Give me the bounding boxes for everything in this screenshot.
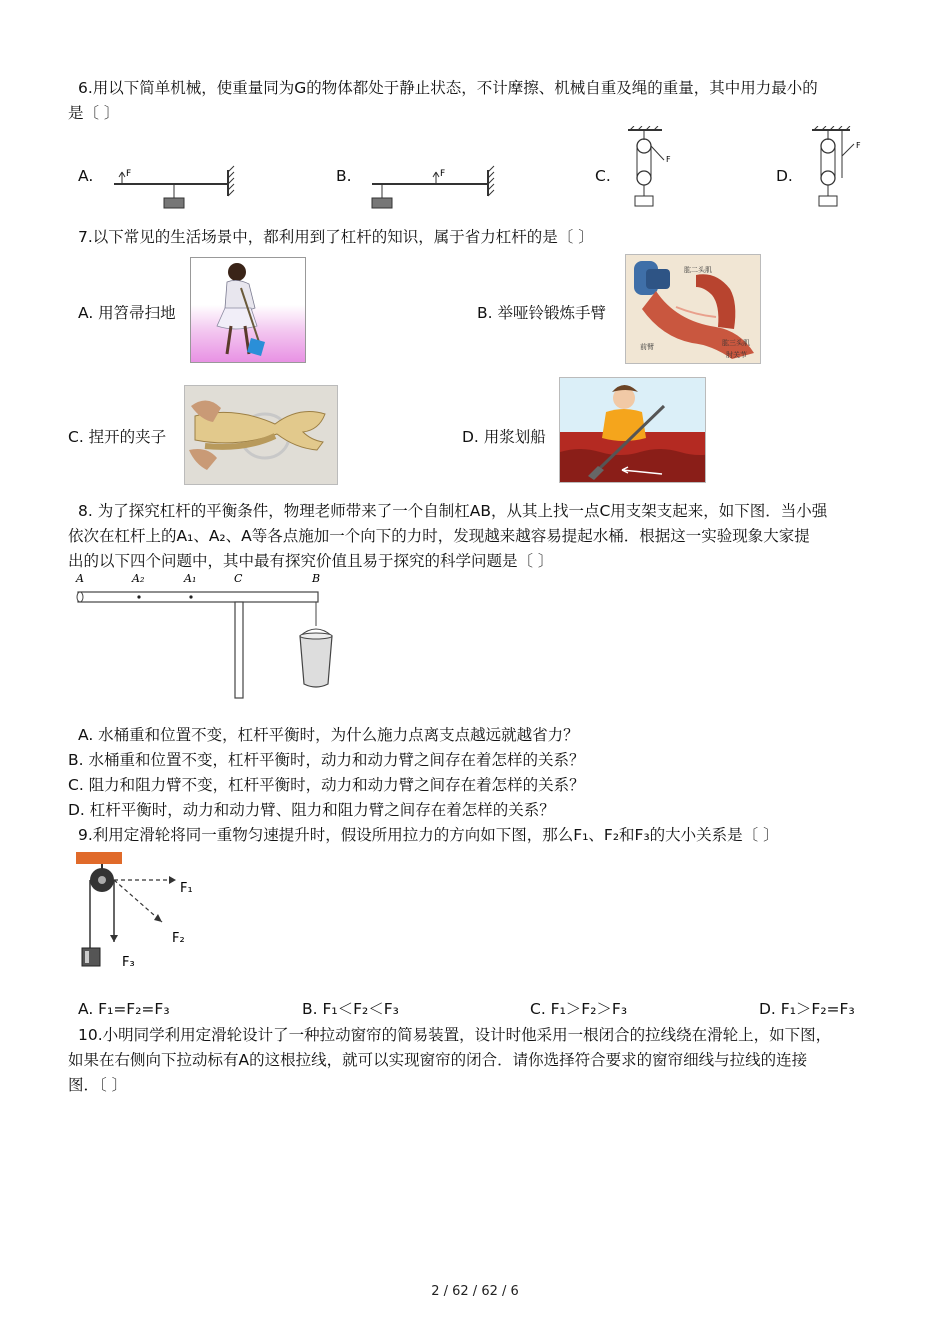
q7-stem: 7.以下常见的生活场景中，都利用到了杠杆的知识，属于省力杠杆的是〔 〕 [78, 228, 594, 246]
q6-figure-c-pulley [622, 126, 682, 210]
q10-stem-line2: 如果在右侧向下拉动标有A的这根拉线，就可以实现窗帘的闭合．请你选择符合要求的窗帘细线与拉线的连接 [68, 1051, 808, 1069]
q9-label-f2: F₂ [172, 931, 185, 946]
q9-pulley-figure [76, 852, 226, 974]
q7-option-c[interactable]: C. 捏开的夹子 [68, 428, 167, 446]
q9-option-b[interactable]: B. F₁＜F₂＜F₃ [302, 1000, 399, 1018]
q6-option-b[interactable]: B. [336, 167, 352, 185]
q8-label-c: C [234, 572, 243, 585]
q6-option-a[interactable]: A. [78, 167, 94, 185]
q9-label-f1: F₁ [180, 881, 193, 896]
q6-stem-line2: 是〔 〕 [68, 104, 120, 122]
q7-photo-sweeping [190, 257, 306, 363]
q8-label-a: A [76, 572, 84, 585]
q8-option-b[interactable]: B. 水桶重和位置不变，杠杆平衡时，动力和动力臂之间存在着怎样的关系？ [68, 751, 585, 769]
arm-label-biceps: 肱二头肌 [684, 266, 712, 274]
q8-label-a1: A₁ [184, 572, 197, 585]
arm-label-triceps: 肱三头肌 [722, 339, 750, 347]
q9-option-a[interactable]: A. F₁=F₂=F₃ [78, 1000, 170, 1018]
q8-option-a[interactable]: A. 水桶重和位置不变，杠杆平衡时，为什么施力点离支点越远就越省力？ [78, 726, 579, 744]
q8-option-d[interactable]: D. 杠杆平衡时，动力和动力臂、阻力和阻力臂之间存在着怎样的关系？ [68, 801, 555, 819]
q7-option-b[interactable]: B. 举哑铃锻炼手臂 [477, 304, 606, 322]
q7-option-d[interactable]: D. 用浆划船 [462, 428, 546, 446]
q6-option-c[interactable]: C. [595, 167, 611, 185]
arm-label-elbow: 肘关节 [726, 351, 747, 359]
q7-photo-rowing [559, 377, 706, 483]
q8-stem-line2: 依次在杠杆上的A₁、A₂、A等各点施加一个向下的力时，发现越来越容易提起水桶．根据这一实验现象大家提 [68, 527, 810, 545]
svg-text:F: F [126, 169, 132, 179]
q6-stem-line1: 6.用以下简单机械，使重量同为G的物体都处于静止状态，不计摩擦、机械自重及绳的重量，其中用力最小的 [78, 79, 818, 97]
q8-label-b: B [312, 572, 321, 585]
q8-option-c[interactable]: C. 阻力和阻力臂不变，杠杆平衡时，动力和动力臂之间存在着怎样的关系？ [68, 776, 585, 794]
svg-text:F: F [666, 155, 671, 164]
q9-option-d[interactable]: D. F₁＞F₂=F₃ [759, 1000, 855, 1018]
page-number: 2 / 62 / 62 / 6 [431, 1284, 519, 1299]
svg-text:F: F [440, 169, 446, 179]
q8-stem-line1: 8. 为了探究杠杆的平衡条件，物理老师带来了一个自制杠AB，从其上找一点C用支架支起来，如下图．当小强 [78, 502, 828, 520]
q6-figure-b-lever [366, 160, 498, 212]
q8-lever-figure [74, 570, 354, 702]
q6-figure-a-lever [108, 160, 238, 212]
q8-label-a2: A₂ [132, 572, 145, 585]
q6-figure-d-pulley [806, 126, 870, 210]
q10-stem-line3: 图．〔 〕 [68, 1076, 128, 1094]
q7-photo-clip [184, 385, 338, 485]
q7-photo-dumbbell-arm [625, 254, 761, 364]
q7-option-a[interactable]: A. 用笤帚扫地 [78, 304, 176, 322]
arm-label-forearm: 前臂 [640, 343, 654, 351]
q10-stem-line1: 10.小明同学利用定滑轮设计了一种拉动窗帘的简易装置，设计时他采用一根闭合的拉线绕在滑轮上，如下图， [78, 1026, 832, 1044]
q9-option-c[interactable]: C. F₁＞F₂＞F₃ [530, 1000, 628, 1018]
svg-text:F: F [856, 141, 861, 150]
q9-label-f3: F₃ [122, 955, 135, 970]
q6-option-d[interactable]: D. [776, 167, 793, 185]
q9-stem: 9.利用定滑轮将同一重物匀速提升时，假设所用拉力的方向如下图，那么F₁、F₂和F₃的大小关系是〔 〕 [78, 826, 779, 844]
q8-stem-line3: 出的以下四个问题中，其中最有探究价值且易于探究的科学问题是〔 〕 [68, 552, 554, 570]
